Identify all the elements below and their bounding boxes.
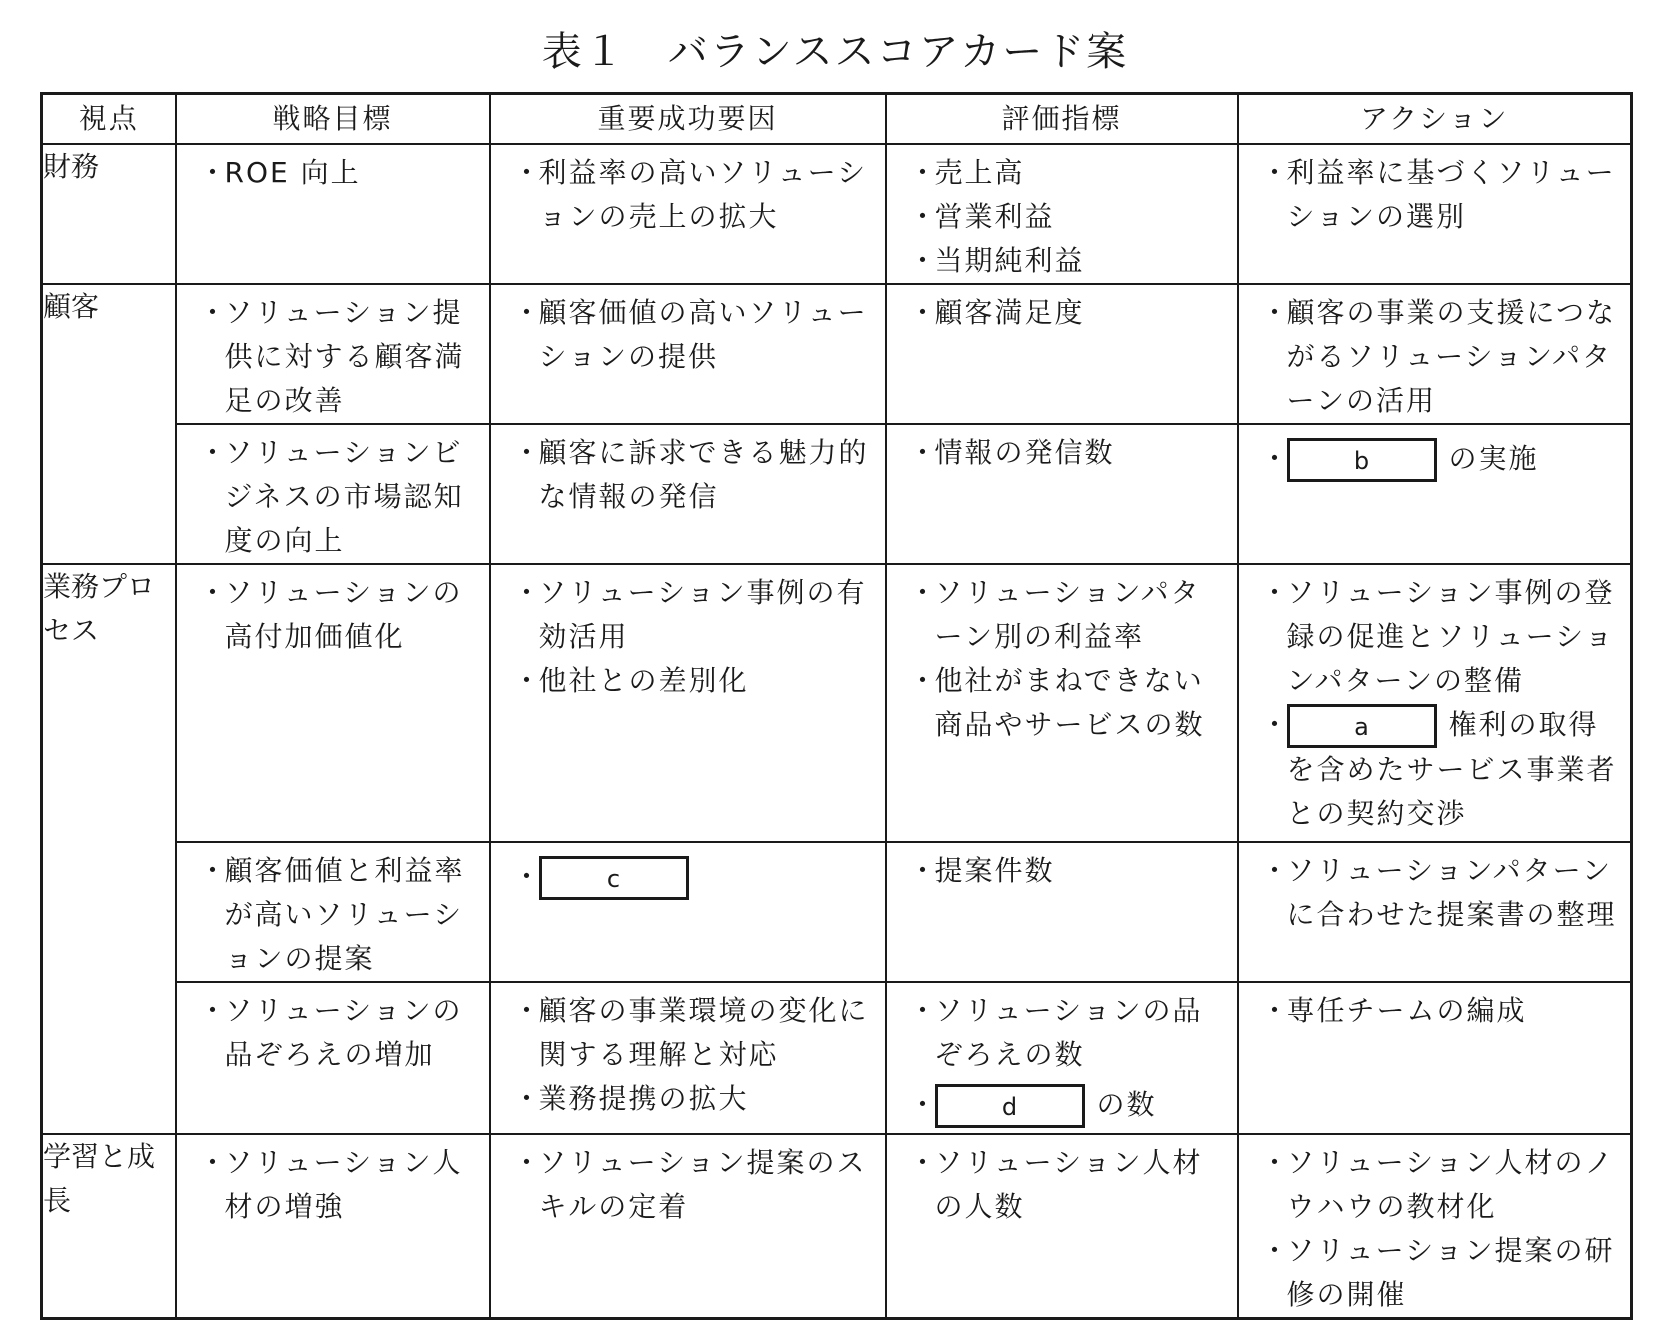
kpi-cell: [886, 144, 1238, 284]
objective-cell: [176, 564, 490, 842]
table-title: 表１ バランススコアカード案: [541, 29, 1129, 75]
table-row: [42, 424, 1632, 564]
kpi-cell: [886, 982, 1238, 1134]
objective-cell: [176, 424, 490, 564]
list-item: ・ 顧客の事業の支援につながるソリューションパターンの活用: [1261, 291, 1621, 423]
csf-cell: [490, 1134, 886, 1319]
header-action: アクション: [1238, 94, 1632, 145]
list-item: ・ ソリューションパターンに合わせた提案書の整理: [1261, 849, 1621, 937]
table-row: [42, 1134, 1632, 1319]
list-item: ・ 利益率の高いソリューションの売上の拡大: [513, 151, 875, 239]
kpi-cell: [886, 564, 1238, 842]
header-perspective: 視点: [42, 94, 176, 145]
table-row: [42, 284, 1632, 424]
blank-box-d[interactable]: d: [935, 1084, 1085, 1128]
blank-b-suffix: の実施: [1448, 442, 1539, 475]
csf-cell: [490, 982, 886, 1134]
kpi-cell: [886, 1134, 1238, 1319]
csf-cell: [490, 424, 886, 564]
kpi-cell: [886, 842, 1238, 982]
list-item: ・ ソリューション人材の人数: [909, 1141, 1227, 1229]
action-cell: [1238, 284, 1632, 424]
list-item: ・ 業務提携の拡大: [513, 1077, 875, 1121]
table-row: [42, 842, 1632, 982]
header-critical-success-factor: 重要成功要因: [490, 94, 886, 145]
list-item: ・ 売上高: [909, 151, 1227, 195]
list-item: ・ 顧客価値の高いソリューションの提供: [513, 291, 875, 379]
list-item: ・ 提案件数: [909, 849, 1227, 893]
header-strategic-objective: 戦略目標: [176, 94, 490, 145]
header-row: [42, 94, 1632, 145]
objective-cell: [176, 842, 490, 982]
action-cell: [1238, 982, 1632, 1134]
csf-cell: [490, 564, 886, 842]
header-kpi: 評価指標: [886, 94, 1238, 145]
list-item: ・ 他社との差別化: [513, 659, 875, 703]
blank-box-c[interactable]: c: [539, 856, 689, 900]
action-cell: [1238, 144, 1632, 284]
action-cell: [1238, 424, 1632, 564]
table-row: [42, 982, 1632, 1134]
list-item: ・ ソリューション事例の有効活用: [513, 571, 875, 659]
list-item: ・ ソリューション人材の増強: [199, 1141, 479, 1229]
list-item: ・ 利益率に基づくソリューションの選別: [1261, 151, 1621, 239]
list-item: ・ ソリューションの品ぞろえの数: [909, 989, 1227, 1077]
kpi-cell: [886, 424, 1238, 564]
objective-cell: [176, 982, 490, 1134]
list-item: ・ ソリューション提供に対する顧客満足の改善: [199, 291, 479, 423]
balanced-scorecard-table: [40, 92, 1633, 1320]
list-item: [909, 1077, 1227, 1133]
perspective-cell: 学習と成長: [42, 1134, 176, 1319]
csf-cell: [490, 284, 886, 424]
list-item: ・ ソリューションの品ぞろえの増加: [199, 989, 479, 1077]
list-item: ・ 他社がまねできない商品やサービスの数: [909, 659, 1227, 747]
table-row: [42, 564, 1632, 842]
list-item: ・ ソリューション提案のスキルの定着: [513, 1141, 875, 1229]
objective-cell: [176, 284, 490, 424]
list-item: ・ ソリューションビジネスの市場認知度の向上: [199, 431, 479, 563]
list-item: ・ 当期純利益: [909, 239, 1227, 283]
list-item: [1261, 431, 1621, 487]
blank-box-b[interactable]: b: [1287, 438, 1437, 482]
table-row: [42, 144, 1632, 284]
blank-a-suffix: 権利の取得を含めたサービス事業者との契約交渉: [1286, 708, 1617, 830]
action-cell: [1238, 842, 1632, 982]
list-item: ・ 専任チームの編成: [1261, 989, 1621, 1033]
objective-cell: [176, 1134, 490, 1319]
action-cell: [1238, 564, 1632, 842]
blank-d-suffix: の数: [1096, 1088, 1157, 1121]
list-item: ・ ソリューション事例の登録の促進とソリューションパターンの整備: [1261, 571, 1621, 703]
list-item: ・ ROE 向上: [199, 151, 479, 195]
list-item: [1261, 703, 1621, 836]
list-item: ・ 顧客価値と利益率が高いソリューションの提案: [199, 849, 479, 981]
blank-box-a[interactable]: a: [1287, 704, 1437, 748]
perspective-cell: 顧客: [42, 284, 176, 564]
csf-cell: [490, 842, 886, 982]
list-item: ・ 情報の発信数: [909, 431, 1227, 475]
list-item: ・ ソリューションパターン別の利益率: [909, 571, 1227, 659]
csf-cell: [490, 144, 886, 284]
list-item: ・ 顧客の事業環境の変化に関する理解と対応: [513, 989, 875, 1077]
perspective-cell: 業務プロセス: [42, 564, 176, 1134]
list-item: ・ 顧客に訴求できる魅力的な情報の発信: [513, 431, 875, 519]
list-item: ・ ソリューションの高付加価値化: [199, 571, 479, 659]
list-item: ・ 営業利益: [909, 195, 1227, 239]
list-item: ・ ソリューション提案の研修の開催: [1261, 1229, 1621, 1317]
list-item: [513, 849, 875, 905]
kpi-cell: [886, 284, 1238, 424]
objective-cell: [176, 144, 490, 284]
perspective-cell: 財務: [42, 144, 176, 284]
list-item: ・ 顧客満足度: [909, 291, 1227, 335]
action-cell: [1238, 1134, 1632, 1319]
list-item: ・ ソリューション人材のノウハウの教材化: [1261, 1141, 1621, 1229]
